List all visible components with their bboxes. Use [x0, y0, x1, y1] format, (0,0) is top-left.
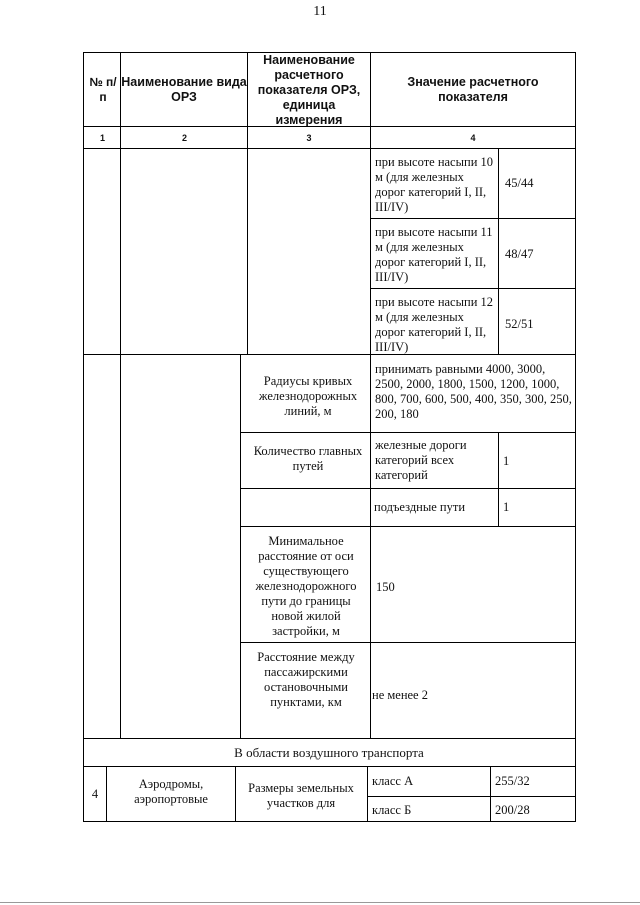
min-distance-value: 150: [376, 580, 395, 594]
column-number-1: 1: [99, 133, 105, 143]
header-col-number: № п/п: [89, 75, 117, 104]
stop-distance-value: не менее 2: [372, 688, 428, 702]
air-class-b-value: 200/28: [495, 803, 530, 817]
column-number-4: 4: [470, 133, 476, 143]
curve-radii-value: принимать равными 4000, 3000, 2500, 2000, 1800, 1500, 1200, 1000, 800, 700, 600, 500, 400, 350, 300, 250, 200, 180: [375, 362, 572, 421]
air-class-a-value: 255/32: [495, 774, 530, 788]
column-number-3: 3: [306, 133, 312, 143]
page-bottom-edge: [0, 902, 640, 903]
header-col-orz-type: Наименование вида ОРЗ: [121, 75, 247, 104]
embankment-condition-11m: при высоте насыпи 11 м (для железных дорог категорий I, II, III/IV): [375, 225, 493, 284]
air-class-a-label: класс А: [372, 774, 414, 788]
section-air-transport-title: В области воздушного транспорта: [234, 745, 424, 760]
air-orz-type: Аэродромы, аэропортовые: [134, 777, 208, 806]
air-class-b-label: класс Б: [372, 803, 412, 817]
stop-distance-name: Расстояние между пассажирскими остановочными пунктами, км: [257, 650, 355, 709]
page-number: 11: [313, 4, 327, 19]
main-tracks-value-all: 1: [503, 454, 510, 468]
embankment-condition-12m: при высоте насыпи 12 м (для железных дорог категорий I, II, III/IV): [375, 295, 494, 354]
header-col-value: Значение расчетного показателя: [407, 75, 539, 104]
embankment-value-11m: 48/47: [505, 247, 534, 261]
main-tracks-condition-sidings: подъездные пути: [374, 500, 466, 514]
main-tracks-name: Количество главных путей: [253, 444, 363, 473]
main-tracks-condition-all: железные дороги категорий всех категорий: [375, 438, 467, 482]
column-number-2: 2: [181, 133, 187, 143]
embankment-condition-10m: при высоте насыпи 10 м (для железных дорог категорий I, II, III/IV): [375, 155, 494, 214]
embankment-value-12m: 52/51: [505, 317, 534, 331]
air-row-number: 4: [91, 787, 99, 801]
embankment-value-10m: 45/44: [505, 176, 534, 190]
curve-radii-name: Радиусы кривых железнодорожных линий, м: [258, 374, 358, 418]
air-indicator: Размеры земельных участков для: [248, 781, 354, 810]
min-distance-name: Минимальное расстояние от оси существующего железнодорожного пути до границы новой жилой застройки, м: [255, 534, 357, 638]
main-tracks-value-sidings: 1: [503, 500, 510, 514]
header-col-indicator: Наименование расчетного показателя ОРЗ, единица измерения: [257, 52, 361, 127]
